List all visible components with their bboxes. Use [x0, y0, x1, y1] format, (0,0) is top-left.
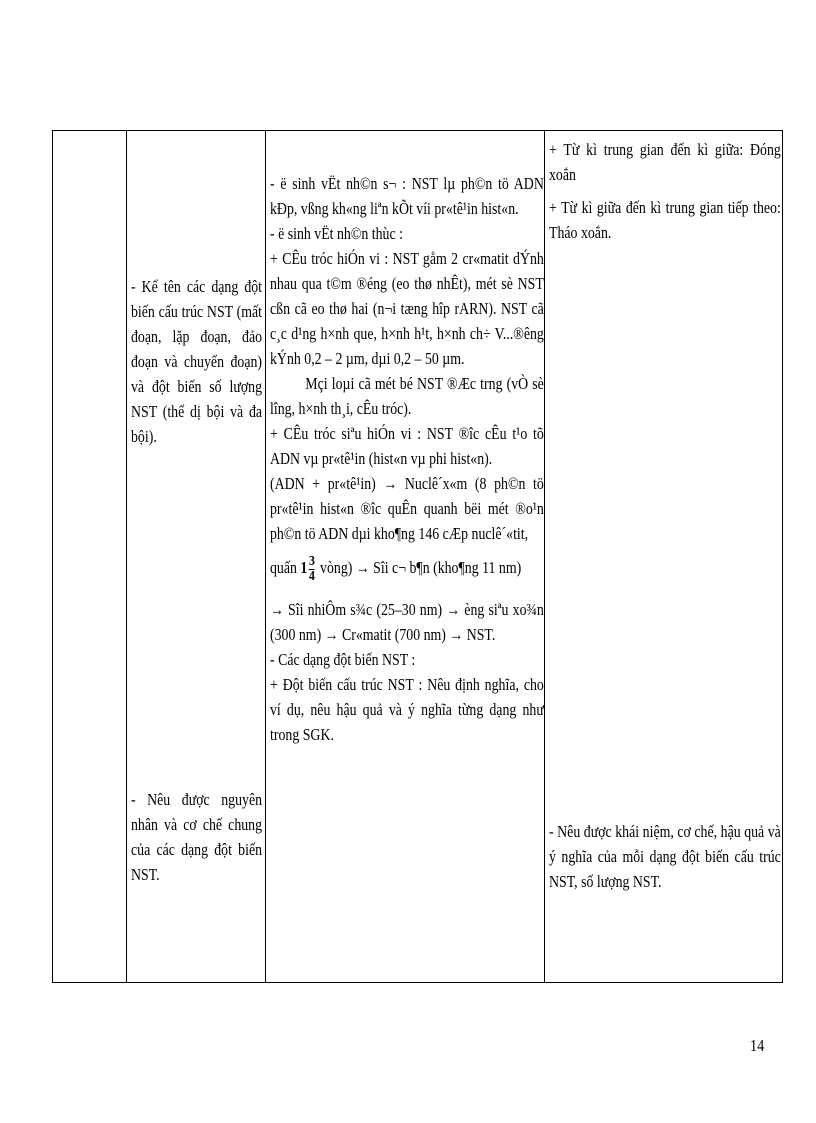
- content-line: Mçi loµi cã mét bé NST ®Æc trng (vÒ sè lîng, h×nh th¸i, cÊu tróc).: [270, 374, 544, 418]
- content-line: + Đột biến cấu trúc NST : Nêu định nghĩa, cho ví dụ, nêu hậu quả và ý nghĩa từng dạng như trong SGK.: [270, 675, 544, 744]
- objective-cell-1: [131, 274, 262, 449]
- content-table: [52, 130, 783, 983]
- content-line: - Các dạng đột biến NST :: [270, 650, 416, 669]
- requirement-cell-2: [549, 819, 781, 894]
- content-cell: [270, 171, 544, 747]
- requirement-text: + Từ kì trung gian đến kì giữa: Đóng xoắn: [549, 140, 781, 184]
- requirement-text: + Từ kì giữa đến kì trung gian tiếp theo: Tháo xoắn.: [549, 198, 781, 242]
- column-divider: [126, 131, 127, 982]
- fraction-three-quarters: $\frac{3}{4}$: [309, 553, 315, 584]
- content-line: quấn 1 $\frac{3}{4}$ vòng) → Sîi c¬ b¶n (kho¶ng 11 nm): [270, 553, 522, 584]
- objective-text: - Kể tên các dạng đột biến cấu trúc NST (mất đoạn, lặp đoạn, đảo đoạn và chuyển đoạn) và đột biến số lượng NST (thể dị bội và đa bội).: [131, 277, 263, 446]
- requirement-cell-1: [549, 137, 781, 245]
- column-divider: [544, 131, 545, 982]
- requirement-text: - Nêu được khái niệm, cơ chế, hậu quả và ý nghĩa của mỗi dạng đột biến cấu trúc NST, số lượng NST.: [549, 822, 781, 891]
- content-line: - ë sinh vËt nh©n thùc :: [270, 224, 403, 243]
- content-line: (ADN + pr«tê¹in) → Nuclê´x«m (8 ph©n tö pr«tê¹in hist«n ®îc quÊn quanh bëi mét ®o¹n ph©n tö ADN dµi kho¶ng 146 cÆp nuclê´«tit,: [270, 474, 544, 543]
- content-line: + CÊu tróc siªu hiÓn vi : NST ®îc cÊu t¹o tõ ADN vµ pr«tê¹in (hist«n vµ phi hist«n).: [270, 424, 544, 468]
- column-divider: [265, 131, 266, 982]
- content-line: - ë sinh vËt nh©n s¬ : NST lµ ph©n tö ADN kÐp, vßng kh«ng liªn kÕt víi pr«tê¹in hist«n.: [270, 174, 544, 218]
- page-number: 14: [750, 1036, 765, 1055]
- content-line: → Sîi nhiÔm s¾c (25–30 nm) → èng siªu xo¾n (300 nm) → Cr«matit (700 nm) → NST.: [270, 600, 544, 644]
- objective-text: - Nêu được nguyên nhân và cơ chế chung của các dạng đột biến NST.: [131, 790, 263, 884]
- content-line: + CÊu tróc hiÓn vi : NST gåm 2 cr«matit dÝnh nhau qua t©m ®éng (eo thø nhÊt), mét sè NST cßn cã eo thø hai (n¬i tæng hîp rARN). NST cã c¸c d¹ng h×nh que, h×nh h¹t, h×nh ch÷ V...®êng kÝnh 0,2 – 2 µm, dµi 0,2 – 50 µm.: [270, 249, 544, 368]
- objective-cell-2: [131, 787, 262, 887]
